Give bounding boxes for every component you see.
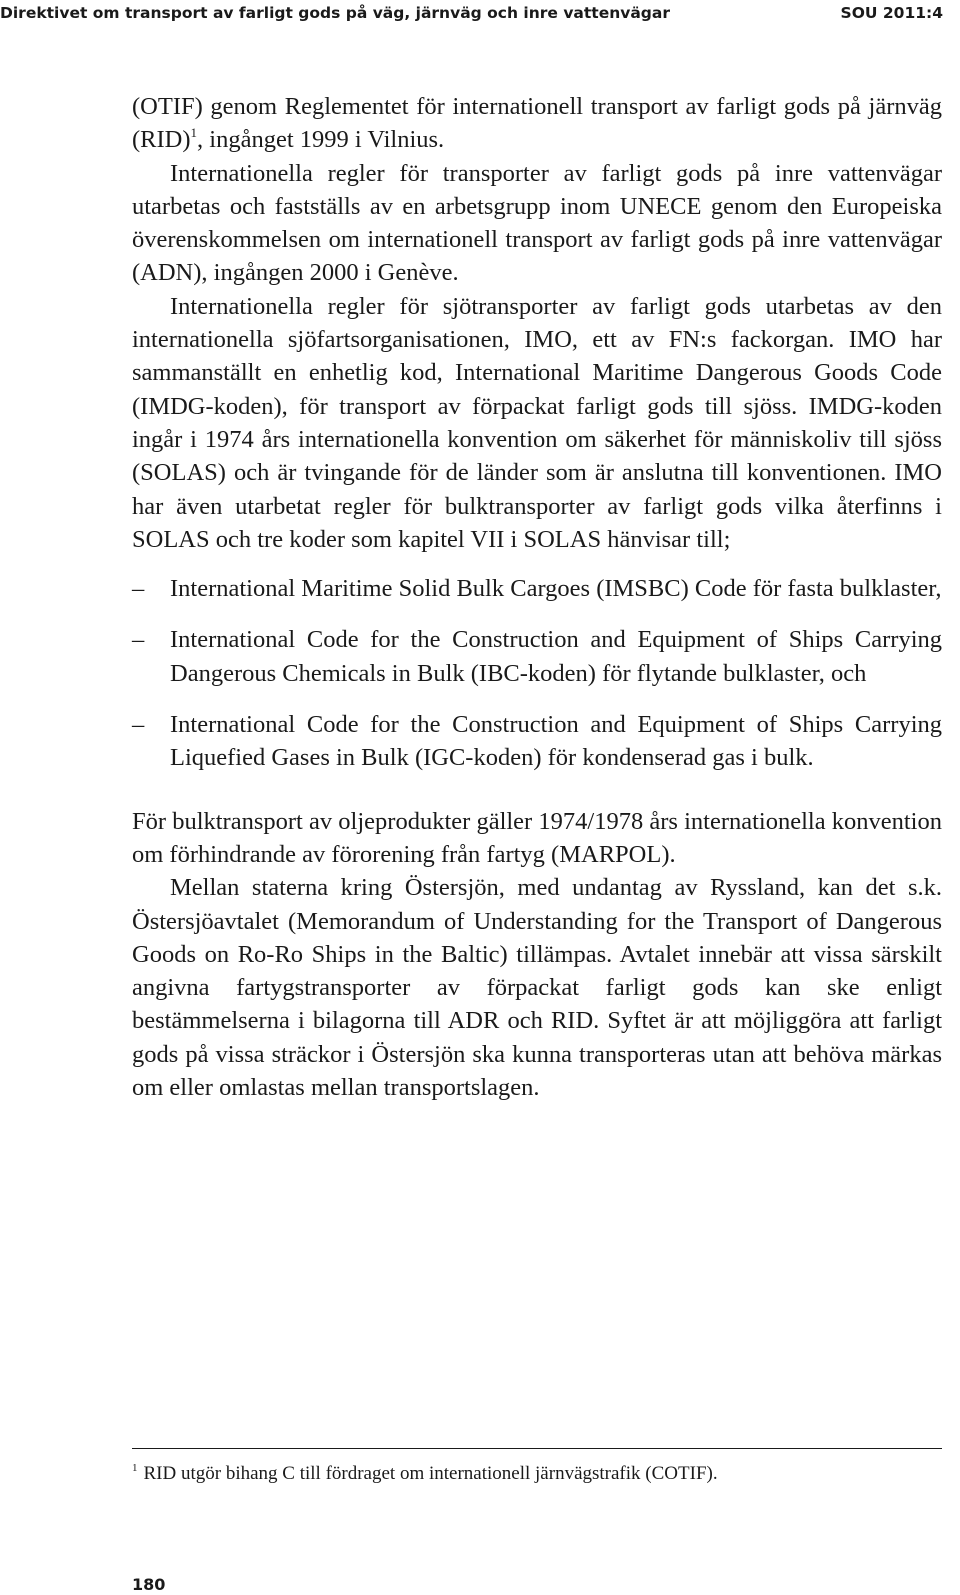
running-header	[0, 0, 960, 30]
list-item	[132, 708, 942, 775]
list-item	[132, 572, 942, 605]
footnote	[132, 1462, 942, 1486]
paragraph-otif-text: (OTIF) genom Reglementet för internationell transport av farligt gods på järnväg (RID)	[132, 93, 942, 154]
list-item-text: International Code for the Construction and Equipment of Ships Carrying Dangerous Chemicals in Bulk (IBC-koden) för flytande bulklaster, och	[170, 626, 942, 687]
footnote-reference[interactable]: 1	[190, 125, 198, 141]
footnote-divider	[132, 1448, 942, 1449]
header-series: SOU 2011:4	[840, 4, 943, 22]
paragraph-marpol: För bulktransport av oljeprodukter gäller 1974/1978 års internationella konvention om förhindrande av förorening från fartyg (MARPOL).	[132, 807, 942, 868]
list-item	[132, 623, 942, 690]
list-dash: –	[132, 626, 145, 654]
footnote-text: RID utgör bihang C till fördraget om internationell järnvägstrafik (COTIF).	[143, 1463, 718, 1484]
paragraph-imo: Internationella regler för sjötransporter av farligt gods utarbetas av den internationella sjöfartsorganisationen, IMO, ett av FN:s fackorgan. IMO har sammanställt en enhetlig kod, International Maritime Dangerous Goods Code (IMDG-koden), för transport av förpackat farligt gods till sjöss. IMDG-koden ingår i 1974 års internationella konvention om säkerhet för människoliv till sjöss (SOLAS) och är tvingande för de länder som är anslutna till konventionen. IMO har även utarbetat regler för bulktransporter av farligt gods vilka återfinns i SOLAS och tre koder som kapitel VII i SOLAS hänvisar till;	[132, 292, 942, 553]
paragraph-otif-tail: , ingånget 1999 i Vilnius.	[197, 126, 445, 154]
list-item-text: International Code for the Construction and Equipment of Ships Carrying Liquefied Gases in Bulk (IGC-koden) för kondenserad gas i bulk.	[170, 711, 942, 772]
main-text	[132, 90, 942, 1104]
paragraph-adn: Internationella regler för transporter av farligt gods på inre vattenvägar utarbetas och fastställs av en arbetsgrupp inom UNECE genom den Europeiska överenskommelsen om internationell transport av farligt gods på inre vattenvägar (ADN), ingången 2000 i Genève.	[132, 159, 942, 287]
list-dash: –	[132, 711, 145, 739]
paragraph-otif	[132, 90, 942, 157]
header-title: Direktivet om transport av farligt gods på väg, järnväg och inre vattenvägar	[0, 4, 671, 22]
code-list	[132, 572, 942, 774]
list-dash: –	[132, 575, 145, 603]
page-number: 180	[132, 1575, 166, 1594]
paragraph-baltic: Mellan staterna kring Östersjön, med undantag av Ryssland, kan det s.k. Östersjöavtalet (Memorandum of Understanding for the Transport of Dangerous Goods on Ro-Ro Ships in the Baltic) tillämpas. Avtalet innebär att vissa särskilt angivna fartygstransporter av förpackat farligt gods kan ske enligt bestämmelserna i bilagorna till ADR och RID. Syftet är att möjliggöra att farligt gods på vissa sträckor i Östersjön ska kunna transporteras utan att behöva märkas om eller omlastas mellan transportslagen.	[132, 874, 942, 1102]
footnote-mark: 1	[132, 1462, 138, 1474]
list-item-text: International Maritime Solid Bulk Cargoes (IMSBC) Code för fasta bulklaster,	[170, 575, 942, 603]
